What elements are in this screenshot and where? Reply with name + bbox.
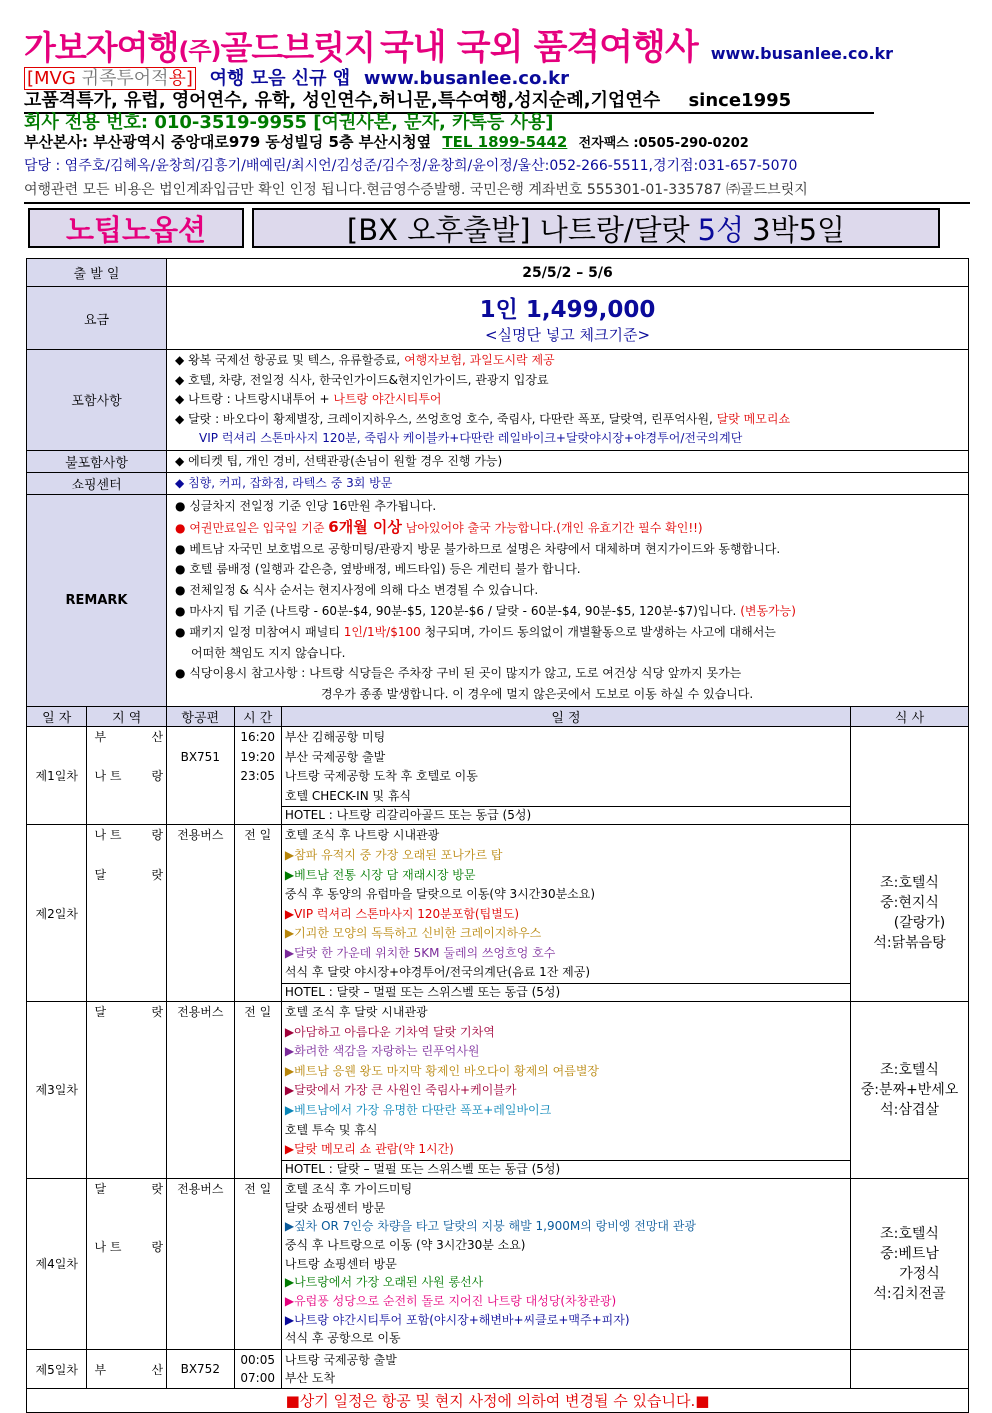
shopping-label: 쇼핑센터 xyxy=(27,472,167,494)
col-flight: 항공편 xyxy=(167,706,234,726)
phone-line: 회사 전용 번호: 010-3519-9955 [여권사본, 문자, 카톡등 사용] xyxy=(24,112,554,133)
tour-title: [BX 오후출발] 나트랑/달랏 5성 3박5일 xyxy=(252,208,940,248)
address: 부산본사: 부산광역시 중앙대로979 동성빌딩 5층 부산시청옆 xyxy=(24,133,432,151)
day-label: 제5일차 xyxy=(27,1350,87,1389)
shopping-text: ◆ 침향, 커피, 잡화점, 라텍스 중 3회 방문 xyxy=(167,472,969,494)
region-cell: 달 랏 나 트 랑 xyxy=(87,1178,167,1349)
table-row xyxy=(27,1002,969,1179)
region-cell: 달 랏 xyxy=(87,1002,167,1179)
mvg-badge: [MVG 귀족투어적용] xyxy=(24,67,196,90)
flight-cell: 전용버스 xyxy=(167,1178,234,1349)
no-tip-title: 노팁노옵션 xyxy=(28,208,244,248)
time-cell: 16:20 19:20 23:05 xyxy=(234,726,281,824)
table-row xyxy=(27,825,969,1002)
flight-cell: BX751 xyxy=(167,726,234,824)
app-text: 여행 모음 신규 앱 xyxy=(209,68,351,89)
brand-paren: (주) xyxy=(178,37,221,65)
col-day: 일 자 xyxy=(27,706,87,726)
schedule-cell: 부산 김해공항 미팅 부산 국제공항 출발 나트랑 국제공항 도착 후 호텔로 이동 호텔 CHECK-IN 및 휴식 HOTEL : 나트랑 리갈리아골드 또는 동급 (5성) xyxy=(281,726,850,824)
include-label: 포함사항 xyxy=(27,350,167,451)
time-cell: 전 일 xyxy=(234,1002,281,1179)
day-label: 제4일차 xyxy=(27,1178,87,1349)
meal-cell: 조:호텔식 중:현지식 (갈랑가) 석:닭볶음탕 xyxy=(851,825,969,1002)
schedule-cell: 호텔 조식 후 달랏 시내관광 ▶아담하고 아름다운 기차역 달랏 기차역 ▶화려한 색감을 자랑하는 린푸억사원 ▶베트남 응웬 왕도 마지막 황제인 바오다이 황제의 여름별장 ▶달랏에서 가장 큰 사원인 죽림사+케이블카 ▶베트남에서 가장 유명한 다딴란 폭포+레일바이크 호텔 투숙 및 휴식 ▶달랏 메모리 쇼 관람(약 1시간) HOTEL : 달랏 – 멀펄 또는 스위스벨 또는 동급 (5성) xyxy=(281,1002,850,1179)
tel-number[interactable]: TEL 1899-5442 xyxy=(442,133,568,151)
since: since1995 xyxy=(688,90,792,111)
departure-label: 출 발 일 xyxy=(27,259,167,287)
payment-line: 여행관련 모든 비용은 법인계좌입금만 확인 인정 됩니다.현금영수증발행. 국민은행 계좌번호 555301-01-335787 ㈜골드브릿지 xyxy=(24,182,808,198)
schedule-cell: 호텔 조식 후 가이드미팅 달랏 쇼핑센터 방문 ▶짚차 OR 7인승 차량을 타고 달랏의 지붕 해발 1,900M의 랑비엥 전망대 관광 중식 후 나트랑으로 이동 (약 3시간30분 소요) 나트랑 쇼핑센터 방문 ▶나트랑에서 가장 오래된 사원 롱선사 ▶유럽풍 성당으로 순전히 돌로 지어진 나트랑 대성당(차창관광) ▶나트랑 야간시티투어 포함(야시장+해변바+씨클로+맥주+피자) 석식 후 공항으로 이동 xyxy=(281,1178,850,1349)
remark-item: 경우가 종종 발생합니다. 이 경우에 멀지 않은곳에서 도보로 이동 하실 수 있습니다. xyxy=(321,687,754,702)
categories: 고품격특가, 유럽, 영어연수, 유학, 성인연수,허니문,특수여행,성지순례,기업연수 xyxy=(24,90,661,111)
remark-item: ● 베트남 자국민 보호법으로 공항미팅/관광지 방문 불가하므로 설명은 차량에서 대체하며 현지가이드와 동행합니다. xyxy=(175,541,781,556)
change-notice: ■상기 일정은 항공 및 현지 사정에 의하여 변경될 수 있습니다.■ xyxy=(27,1389,969,1413)
include-item: ◆ 왕복 국제선 항공료 및 텍스, 유류할증료, 여행자보험, 과일도시락 제공 xyxy=(175,353,555,367)
region-cell: 부 산 xyxy=(87,1350,167,1389)
website-link[interactable]: www.busanlee.co.kr xyxy=(710,44,894,63)
remark-item: ● 여권만료일은 입국일 기준 6개월 이상 남아있어야 출국 가능합니다.(개인 유효기간 필수 확인!!) xyxy=(175,517,703,536)
meal-cell xyxy=(851,726,969,824)
hotel-info: HOTEL : 달랏 – 멀펄 또는 스위스벨 또는 동급 (5성) xyxy=(282,983,850,1001)
day-label: 제3일차 xyxy=(27,1002,87,1179)
itinerary-header xyxy=(27,706,969,726)
col-schedule: 일 정 xyxy=(281,706,850,726)
meal-cell xyxy=(851,1350,969,1389)
brand-tagline: 국내 국외 품격여행사 xyxy=(380,28,698,68)
time-cell: 전 일 xyxy=(234,1178,281,1349)
col-meal: 식 사 xyxy=(851,706,969,726)
brand-company: 골드브릿지 xyxy=(220,28,375,67)
fax-number: 전자팩스 :0505-290-0202 xyxy=(578,136,749,151)
price-cell xyxy=(167,287,969,350)
region-cell: 부 산 나 트 랑 xyxy=(87,726,167,824)
meal-cell: 조:호텔식 중:베트남 가정식 석:김치전골 xyxy=(851,1178,969,1349)
table-row xyxy=(27,726,969,824)
remark-item: ● 패키지 일정 미참여시 패널티 1인/1박/$100 청구되며, 가이드 동의없이 개별활동으로 발생하는 사고에 대해서는 xyxy=(175,624,776,639)
flight-cell: 전용버스 xyxy=(167,825,234,1002)
time-cell: 전 일 xyxy=(234,825,281,1002)
remark-item: ● 식당이용시 참고사항 : 나트랑 식당들은 주차장 구비 된 곳이 많지가 않고, 도로 여건상 식당 앞까지 못가는 xyxy=(175,666,742,681)
price: 1인 1,499,000 xyxy=(479,297,656,323)
schedule-cell: 호텔 조식 후 나트랑 시내관광 ▶참파 유적지 중 가장 오래된 포나가르 탑 ▶베트남 전통 시장 담 재래시장 방문 중식 후 동양의 유럽마을 달랏으로 이동(약 3시간30분소요) ▶VIP 럭셔리 스톤마사지 120분포함(팁별도) ▶기괴한 모양의 독특하고 신비한 크레이지하우스 ▶달랏 한 가운데 위치한 5KM 둘레의 쓰엉흐엉 호수 석식 후 달랏 야시장+야경투어/전국의계단(음료 1잔 제공) HOTEL : 달랏 – 멀펄 또는 스위스벨 또는 동급 (5성) xyxy=(281,825,850,1002)
price-note: <실명단 넣고 체크기준> xyxy=(484,326,651,344)
table-row xyxy=(27,1178,969,1349)
include-item: ◆ 나트랑 : 나트랑시내투어 + 나트랑 야간시티투어 xyxy=(175,392,442,407)
remark-list xyxy=(167,494,969,706)
table-row xyxy=(27,1350,969,1389)
remark-item: ● 싱글차지 전일정 기준 인당 16만원 추가됩니다. xyxy=(175,498,437,513)
remark-label: REMARK xyxy=(27,494,167,706)
departure-date: 25/5/2 – 5/6 xyxy=(167,259,969,287)
day-label: 제1일차 xyxy=(27,726,87,824)
col-time: 시 간 xyxy=(234,706,281,726)
meal-cell: 조:호텔식 중:분짜+반세오 석:삼겹살 xyxy=(851,1002,969,1179)
remark-item: ● 전체일정 & 식사 순서는 현지사정에 의해 다소 변경될 수 있습니다. xyxy=(175,583,539,598)
price-label: 요금 xyxy=(27,287,167,350)
exclude-text: ◆ 에티켓 팁, 개인 경비, 선택관광(손님이 원할 경우 진행 가능) xyxy=(167,450,969,472)
include-item: ◆ 호텔, 차량, 전일정 식사, 한국인가이드&현지인가이드, 관광지 입장료 xyxy=(175,372,549,387)
remark-item: ● 호텔 룸배정 (일행과 같은층, 옆방배정, 베드타입) 등은 게런티 불가 합니다. xyxy=(175,562,581,577)
remark-item: 어떠한 책임도 지지 않습니다. xyxy=(191,645,346,660)
flight-cell: 전용버스 xyxy=(167,1002,234,1179)
exclude-label: 불포함사항 xyxy=(27,450,167,472)
day-label: 제2일차 xyxy=(27,825,87,1002)
flight-cell: BX752 xyxy=(167,1350,234,1389)
hotel-info: HOTEL : 나트랑 리갈리아골드 또는 동급 (5성) xyxy=(282,806,850,824)
include-list xyxy=(167,350,969,451)
app-site-link[interactable]: www.busanlee.co.kr xyxy=(363,68,570,89)
time-cell: 00:05 07:00 xyxy=(234,1350,281,1389)
brand-line xyxy=(24,20,894,68)
brand-name: 가보자여행 xyxy=(24,28,179,67)
hotel-info: HOTEL : 달랏 – 멀펄 또는 스위스벨 또는 동급 (5성) xyxy=(282,1160,850,1178)
region-cell: 나 트 랑 달 랏 xyxy=(87,825,167,1002)
schedule-cell: 나트랑 국제공항 출발 부산 도착 xyxy=(281,1350,850,1389)
include-item: ◆ 달랏 : 바오다이 황제별장, 크레이지하우스, 쓰엉흐엉 호수, 죽림사, 다딴란 폭포, 달랏역, 린푸억사원, 달랏 메모리쇼 xyxy=(175,411,791,426)
tour-table xyxy=(26,258,969,1413)
col-region: 지 역 xyxy=(87,706,167,726)
include-item: VIP 럭셔리 스톤마사지 120분, 죽림사 케이블카+다딴란 레일바이크+달랏야시장+야경투어/전국의계단 xyxy=(199,431,743,446)
staff-line: 담당 : 염주호/김혜옥/윤창희/김흥기/배예린/최시언/김성준/김수정/윤창희/윤이정/울산:052-266-5511,경기점:031-657-5070 xyxy=(24,158,798,174)
remark-item: ● 마사지 팁 기준 (나트랑 - 60분-$4, 90분-$5, 120분-$6 / 달랏 - 60분-$4, 90분-$5, 120분-$7)입니다. (변동가능) xyxy=(175,603,796,618)
divider xyxy=(24,202,970,204)
address-line xyxy=(24,131,749,152)
